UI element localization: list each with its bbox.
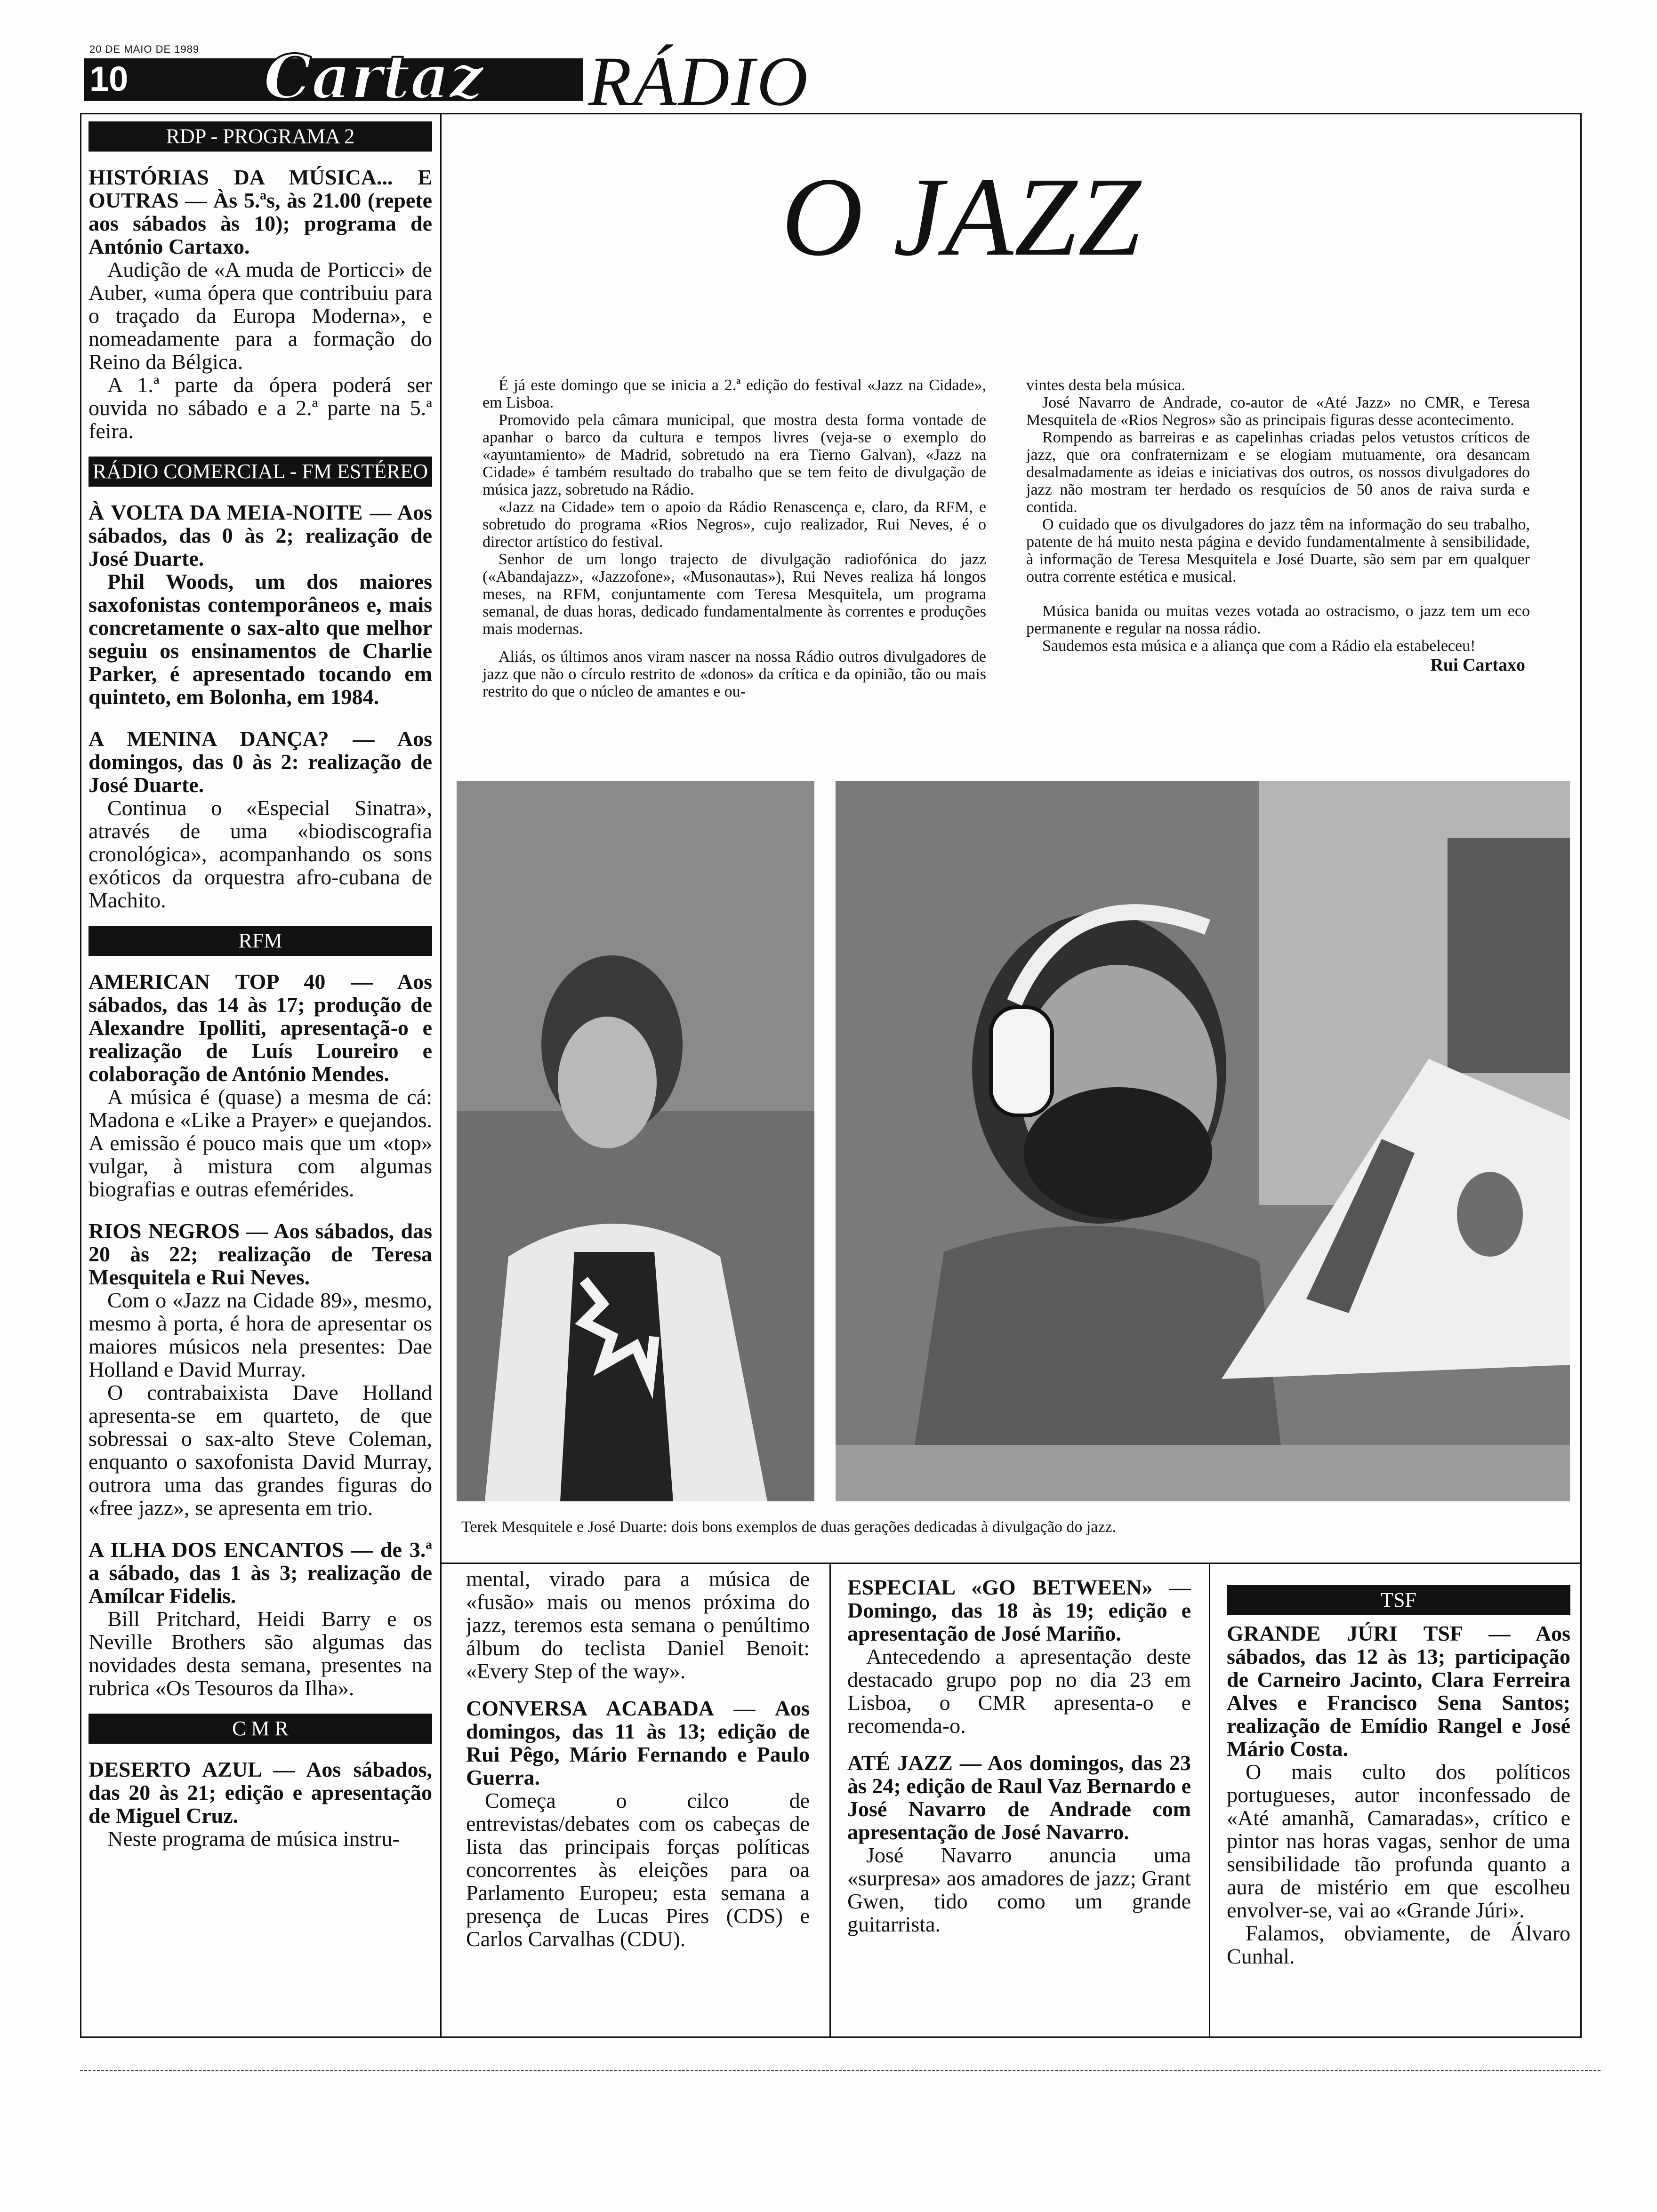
feature-title: O JAZZ [781, 154, 1142, 279]
program-text: O mais culto dos políticos portugueses, autor inconfessado de «Até amanhã, Camaradas», crítico e pintor nas horas vagas, senhor de uma sensibilidade tão profunda quanto a aura de mistério em que escolheu envolver-se, vai ao «Grande Júri». [1227, 1760, 1570, 1922]
program-title: HISTÓRIAS DA MÚSICA... E OUTRAS — Às 5.ªs, às 21.00 (repete aos sábados às 10); programa de António Cartaxo. [88, 165, 432, 258]
program-text: Audição de «A muda de Porticci» de Auber, «uma ópera que contribuiu para o traçado da Europa Moderna», e nomeadamente para a formação do Reino da Bélgica. [88, 257, 432, 374]
program-text: Com o «Jazz na Cidade 89», mesmo, mesmo à porta, é hora de apresentar os maiores músicos nela presentes: Dae Holland e David Murray. [88, 1288, 432, 1381]
article-paragraph: José Navarro de Andrade, co-autor de «Até Jazz» no CMR, e Teresa Mesquitela de «Rios Negros» são as principais figuras desse acontecimento. [1026, 394, 1530, 429]
tsf-heading: TSF [1227, 1585, 1570, 1615]
photo-woman [457, 781, 814, 1501]
program-text: Falamos, obviamente, de Álvaro Cunhal. [1227, 1921, 1570, 1968]
article-paragraph: Rompendo as barreiras e as capelinhas criadas pelos vetustos críticos de jazz, que ora confraternizam e se elogiam mutuamente, ora desancam desalmadamente as ideias e iniciativas dos outros, os nossos divulgadores do jazz não mostram ter herdado os resquícios de 50 anos de raiva surda e contida. [1026, 429, 1530, 516]
column-rule [440, 113, 442, 2038]
cartaz-logo [254, 38, 499, 108]
article-paragraph: Promovido pela câmara municipal, que mostra desta forma vontade de apanhar o barco da cultura e tempos livres (veja-se o exemplo do «ayuntamiento» de Madrid, sobretudo na era Tierno Galvan), «Jazz na Cidade» é também resultado do trabalho que se tem feito de divulgação de música jazz, sobretudo na Rádio. [483, 411, 986, 498]
program-title: A MENINA DANÇA? — Aos domingos, das 0 às 2: realização de José Duarte. [88, 727, 432, 797]
bottom-column-2 [847, 1576, 1191, 2023]
program-title: DESERTO AZUL — Aos sábados, das 20 às 21; edição e apresentação de Miguel Cruz. [88, 1757, 432, 1827]
article-paragraph: Música banida ou muitas vezes votada ao ostracismo, o jazz tem um eco permanente e regular na nossa rádio. [1026, 602, 1530, 637]
program-text: Neste programa de música instru- [107, 1827, 400, 1851]
bottom-column-3 [1227, 1585, 1570, 2023]
program-text: O contrabaixista Dave Holland apresenta-se em quarteto, de que sobressai o sax-alto Steve Coleman, enquanto o saxofonista David Murray, outrora uma das grandes figuras do «free jazz», se apresenta em trio. [88, 1380, 432, 1520]
cmr-heading: C M R [88, 1714, 432, 1744]
section-title: RÁDIO [588, 42, 810, 120]
rfm-heading: RFM [88, 926, 432, 956]
program-title: À VOLTA DA MEIA-NOITE — Aos sábados, das 0 às 2; realização de José Duarte. [88, 500, 432, 570]
program-text: Começa o cilco de entrevistas/debates com os cabeças de lista das principais forças políticas concorrentes às eleições para oa Parlamento Europeu; esta semana a presença de Lucas Pires (CDS) e Carlos Carvalhas (CDU). [466, 1788, 810, 1951]
article-paragraph: É já este domingo que se inicia a 2.ª edição do festival «Jazz na Cidade», em Lisboa. [483, 377, 986, 411]
program-text: A 1.ª parte da ópera poderá ser ouvida no sábado e a 2.ª parte na 5.ª feira. [88, 373, 432, 443]
program-text: Antecedendo a apresentação deste destacado grupo pop no dia 23 em Lisboa, o CMR apresenta-o e recomenda-o. [847, 1644, 1191, 1738]
bottom-rule [440, 1563, 1582, 1564]
program-title: ESPECIAL «GO BETWEEN» — Domingo, das 18 às 19; edição e apresentação de José Mariño. [847, 1576, 1191, 1645]
program-text: Continua o «Especial Sinatra», através de uma «biodiscografia cronológica», acompanhando os sons exóticos da orquestra afro-cubana de Machito. [88, 796, 432, 912]
article-paragraph: Aliás, os últimos anos viram nascer na nossa Rádio outros divulgadores de jazz que não o círculo restrito de «donos» da crítica e da opinião, tão ou mais restrito do que o núcleo de amantes e ou- [483, 648, 986, 700]
column-rule [1209, 1563, 1210, 2038]
article-paragraph: O cuidado que os divulgadores do jazz têm na informação do seu trabalho, patente de há muito nesta página e devido fundamentalmente à sensibilidade, à informação de Teresa Mesquitela e José Duarte, são sem par em qualquer outra corrente estética e musical. [1026, 516, 1530, 585]
article-paragraph: Saudemos esta música e a aliança que com a Rádio ela estabeleceu! [1042, 637, 1476, 655]
byline: Rui Cartaxo [1430, 655, 1525, 675]
photo-caption: Terek Mesquitele e José Duarte: dois bons exemplos de duas gerações dedicadas à divulgação do jazz. [461, 1518, 1117, 1536]
svg-text:Cartaz: Cartaz [264, 42, 483, 108]
bottom-column-1 [466, 1567, 810, 2024]
feature-column-1 [483, 377, 986, 700]
issue-date: 20 DE MAIO DE 1989 [89, 43, 200, 55]
article-paragraph: vintes desta bela música. [1026, 377, 1186, 394]
photo-man-with-headphones [836, 781, 1570, 1501]
comercial-heading: RÁDIO COMERCIAL - FM ESTÉREO [88, 457, 432, 487]
column-rule [829, 1563, 831, 2038]
program-title: CONVERSA ACABADA — Aos domingos, das 11 às 13; edição de Rui Pêgo, Mário Fernando e Paulo Guerra. [466, 1696, 810, 1789]
program-text: mental, virado para a música de «fusão» mais ou menos próxima do jazz, teremos esta semana o penúltimo álbum do teclista Daniel Benoit: «Every Step of the way». [466, 1567, 810, 1683]
program-title: AMERICAN TOP 40 — Aos sábados, das 14 às 17; produção de Alexandre Ipolliti, apresentaçã-o e realização de Luís Loureiro e colaboração de António Mendes. [88, 970, 432, 1086]
program-text: A música é (quase) a mesma de cá: Madona e «Like a Prayer» e quejandos. A emissão é pouco mais que um «top» vulgar, à mistura com algumas biografias e outras efemérides. [88, 1085, 432, 1201]
article-paragraph: «Jazz na Cidade» tem o apoio da Rádio Renascença e, claro, da RFM, e sobretudo do programa «Rios Negros», cujo realizador, Rui Neves, é o director artístico do festival. [483, 498, 986, 551]
page-number: 10 [89, 59, 129, 98]
cut-line [80, 2070, 1601, 2071]
program-text: Phil Woods, um dos maiores saxofonistas contemporâneos e, mais concretamente o sax-alto que melhor seguiu os ensinamentos de Charlie Parker, é apresentado tocando em quinteto, em Bolonha, em 1984. [88, 569, 432, 709]
article-paragraph: Senhor de um longo trajecto de divulgação radiofónica do jazz («Abandajazz», «Jazzofone», «Musonautas»), Rui Neves realiza há longos meses, na RFM, conjuntamente com Teresa Mesquitela, um programa semanal, de duas horas, dedicado fundamentalmente às correntes e produções mais modernas. [483, 551, 986, 638]
rdp-heading: RDP - PROGRAMA 2 [88, 121, 432, 152]
program-text: José Navarro anuncia uma «surpresa» aos amadores de jazz; Grant Gwen, tido como um grande guitarrista. [847, 1843, 1191, 1936]
program-title: ATÉ JAZZ — Aos domingos, das 23 às 24; edição de Raul Vaz Bernardo e José Navarro de Andrade com apresentação de José Navarro. [847, 1751, 1191, 1844]
left-column [88, 121, 432, 2032]
program-text: Bill Pritchard, Heidi Barry e os Neville Brothers são algumas das novidades desta semana, presentes na rubrica «Os Tesouros da Ilha». [88, 1607, 432, 1700]
program-title: GRANDE JÚRI TSF — Aos sábados, das 12 às 13; participação de Carneiro Jacinto, Clara Ferreira Alves e Francisco Sena Santos; realização de Emídio Rangel e José Mário Costa. [1227, 1621, 1570, 1761]
feature-column-2 [1026, 377, 1530, 674]
program-title: A ILHA DOS ENCANTOS — de 3.ª a sábado, das 1 às 3; realização de Amílcar Fidelis. [88, 1538, 432, 1608]
program-title: RIOS NEGROS — Aos sábados, das 20 às 22; realização de Teresa Mesquitela e Rui Neves. [88, 1219, 432, 1289]
